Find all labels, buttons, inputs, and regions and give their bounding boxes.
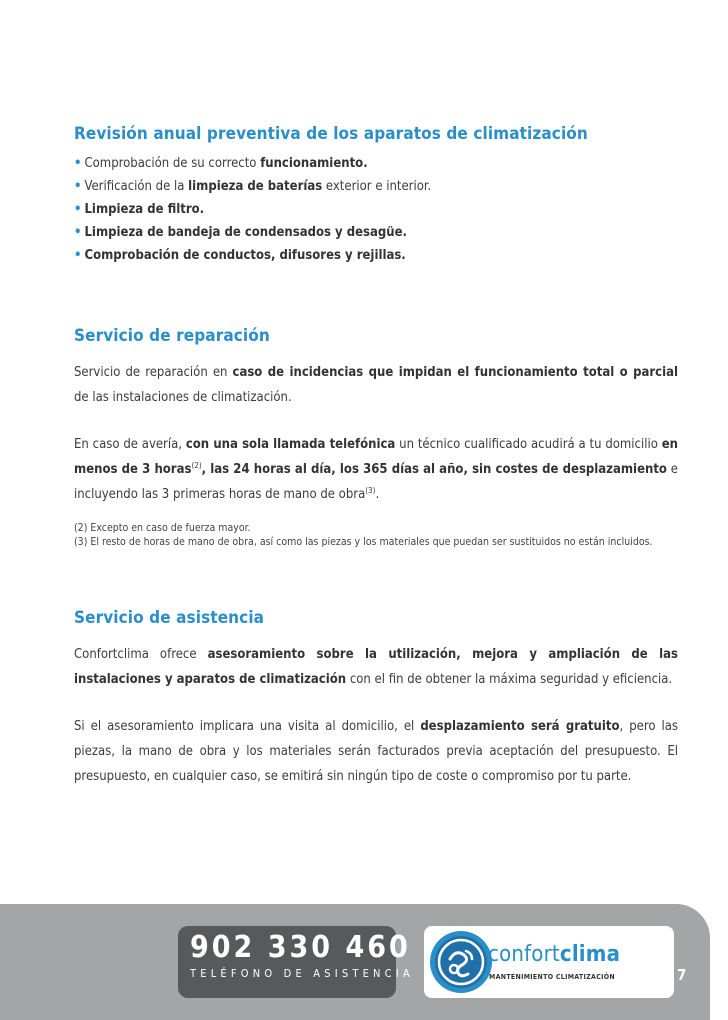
reparacion-paragraph-2 — [74, 432, 678, 507]
bullet-icon: • — [74, 179, 82, 194]
paragraph-bold: asesoramiento sobre la utilización, mejora y ampliación de las instalaciones y aparatos de climatización — [74, 647, 678, 687]
section-title-reparacion: Servicio de reparación — [74, 326, 270, 346]
section-revision — [74, 124, 678, 267]
page-number: 7 — [677, 966, 687, 984]
footnote-ref: (3) — [365, 486, 376, 495]
brand-light: confort — [488, 942, 560, 967]
revision-list — [74, 152, 678, 267]
paragraph-text: un técnico cualificado acudirá a tu domicilio — [395, 437, 662, 452]
phone-label: TELÉFONO DE ASISTENCIA — [190, 967, 414, 980]
section-title-asistencia: Servicio de asistencia — [74, 608, 265, 628]
list-item-bold: limpieza de baterías — [188, 179, 323, 194]
paragraph-bold: caso de incidencias que impidan el funcionamiento total o parcial — [232, 365, 678, 380]
list-item — [74, 198, 678, 221]
paragraph-text: , pero las piezas, la mano de obra y los materiales serán facturados previa aceptación del presupuesto. El presupuesto, en cualquier caso, se emitirá sin ningún tipo de coste o compromiso por tu parte. — [74, 719, 679, 784]
phone-number[interactable]: 902 330 460 — [190, 930, 411, 965]
list-item-bold: Limpieza de filtro. — [84, 202, 205, 217]
brand-tagline: MANTENIMIENTO CLIMATIZACIÓN — [489, 973, 615, 981]
footnote-2: (2) Excepto en caso de fuerza mayor. — [74, 522, 251, 534]
paragraph-text: de las instalaciones de climatización. — [74, 390, 292, 405]
footnote-ref: (2) — [191, 461, 202, 470]
brand-name — [488, 942, 620, 967]
list-item-bold: funcionamiento. — [260, 156, 368, 171]
list-item — [74, 152, 678, 175]
paragraph-text: . — [375, 487, 380, 502]
footnote-3: (3) El resto de horas de mano de obra, así como las piezas y los materiales que puedan ser sustituidos no están incluidos. — [74, 536, 653, 548]
bullet-icon: • — [74, 156, 82, 171]
section-title-revision: Revisión anual preventiva de los aparatos de climatización — [74, 124, 588, 144]
list-item — [74, 175, 678, 198]
list-item-text: Verificación de la — [84, 179, 189, 194]
list-item-text: exterior e interior. — [322, 179, 432, 194]
asistencia-paragraph-1 — [74, 642, 678, 692]
paragraph-text: e incluyendo las 3 primeras horas de mano de obra — [74, 462, 678, 502]
asistencia-paragraph-2 — [74, 714, 678, 789]
section-asistencia — [74, 608, 678, 789]
bullet-icon: • — [74, 202, 82, 217]
list-item-bold: Comprobación de conductos, difusores y rejillas. — [84, 248, 406, 263]
bullet-icon: • — [74, 248, 82, 263]
confortclima-logo-icon — [428, 929, 494, 995]
list-item-bold: Limpieza de bandeja de condensados y desagüe. — [84, 225, 407, 240]
section-reparacion — [74, 326, 678, 549]
paragraph-text: Servicio de reparación en — [74, 365, 233, 380]
paragraph-bold: , las 24 horas al día, los 365 días al año, sin costes de desplazamiento — [201, 462, 667, 477]
paragraph-text: Confortclima ofrece — [74, 647, 208, 662]
paragraph-text: con el fin de obtener la máxima seguridad y eficiencia. — [346, 672, 673, 687]
paragraph-bold: con una sola llamada telefónica — [185, 437, 396, 452]
paragraph-bold: desplazamiento será gratuito — [420, 719, 620, 734]
reparacion-paragraph-1 — [74, 360, 678, 410]
list-item — [74, 244, 678, 267]
paragraph-text: Si el asesoramiento implicara una visita al domicilio, el — [74, 719, 421, 734]
bullet-icon: • — [74, 225, 82, 240]
list-item — [74, 221, 678, 244]
brand-bold: clima — [559, 942, 621, 967]
footnotes — [74, 521, 678, 549]
paragraph-bold: en menos de 3 horas — [74, 437, 678, 477]
list-item-text: Comprobación de su correcto — [84, 156, 261, 171]
paragraph-text: En caso de avería, — [74, 437, 186, 452]
